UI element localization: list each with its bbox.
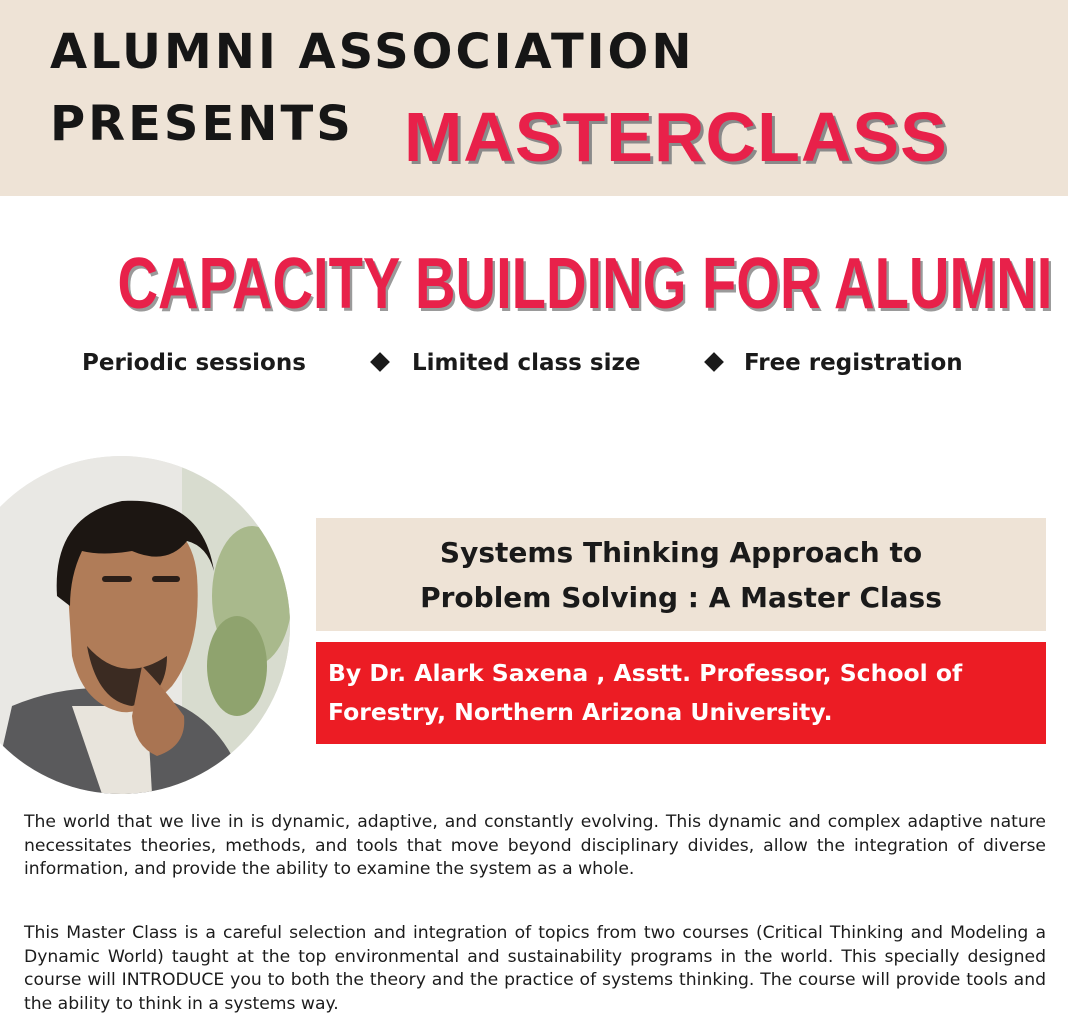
feature-list bbox=[82, 345, 1002, 381]
course-title-box bbox=[316, 518, 1046, 631]
header-line-1: ALUMNI ASSOCIATION bbox=[50, 24, 695, 80]
diamond-bullet-icon bbox=[370, 352, 390, 372]
description-paragraph: The world that we live in is dynamic, adaptive, and constantly evolving. This dynamic and complex adaptive nature necessitates theories, methods, and tools that move beyond disciplinary divides, allow the integration of diverse information, and provide the ability to examine the system as a whole. bbox=[24, 812, 1046, 879]
speaker-credit: By Dr. Alark Saxena , Asstt. Professor, School of Forestry, Northern Arizona University. bbox=[328, 659, 963, 726]
speaker-portrait-icon bbox=[0, 456, 290, 794]
course-title: Systems Thinking Approach to Problem Solving : A Master Class bbox=[420, 536, 942, 614]
diamond-bullet-icon bbox=[704, 352, 724, 372]
speaker-photo bbox=[0, 456, 290, 794]
feature-item: Limited class size bbox=[412, 350, 641, 376]
header-line-2: PRESENTS bbox=[50, 96, 354, 152]
feature-item: Free registration bbox=[744, 350, 963, 376]
main-title: CAPACITY BUILDING FOR ALUMNI bbox=[117, 244, 1053, 324]
header-banner bbox=[0, 0, 1068, 196]
header-highlight: MASTERCLASS bbox=[404, 98, 948, 176]
speaker-box bbox=[316, 642, 1046, 744]
description-paragraph: This Master Class is a careful selection and integration of topics from two courses (Critical Thinking and Modeling a Dynamic World) taught at the top environmental and sustainability programs in the world. This specially designed course will INTRODUCE you to both the theory and the practice of systems thinking. The course will provide tools and the ability to think in a systems way. bbox=[24, 923, 1046, 1014]
feature-item: Periodic sessions bbox=[82, 350, 306, 376]
